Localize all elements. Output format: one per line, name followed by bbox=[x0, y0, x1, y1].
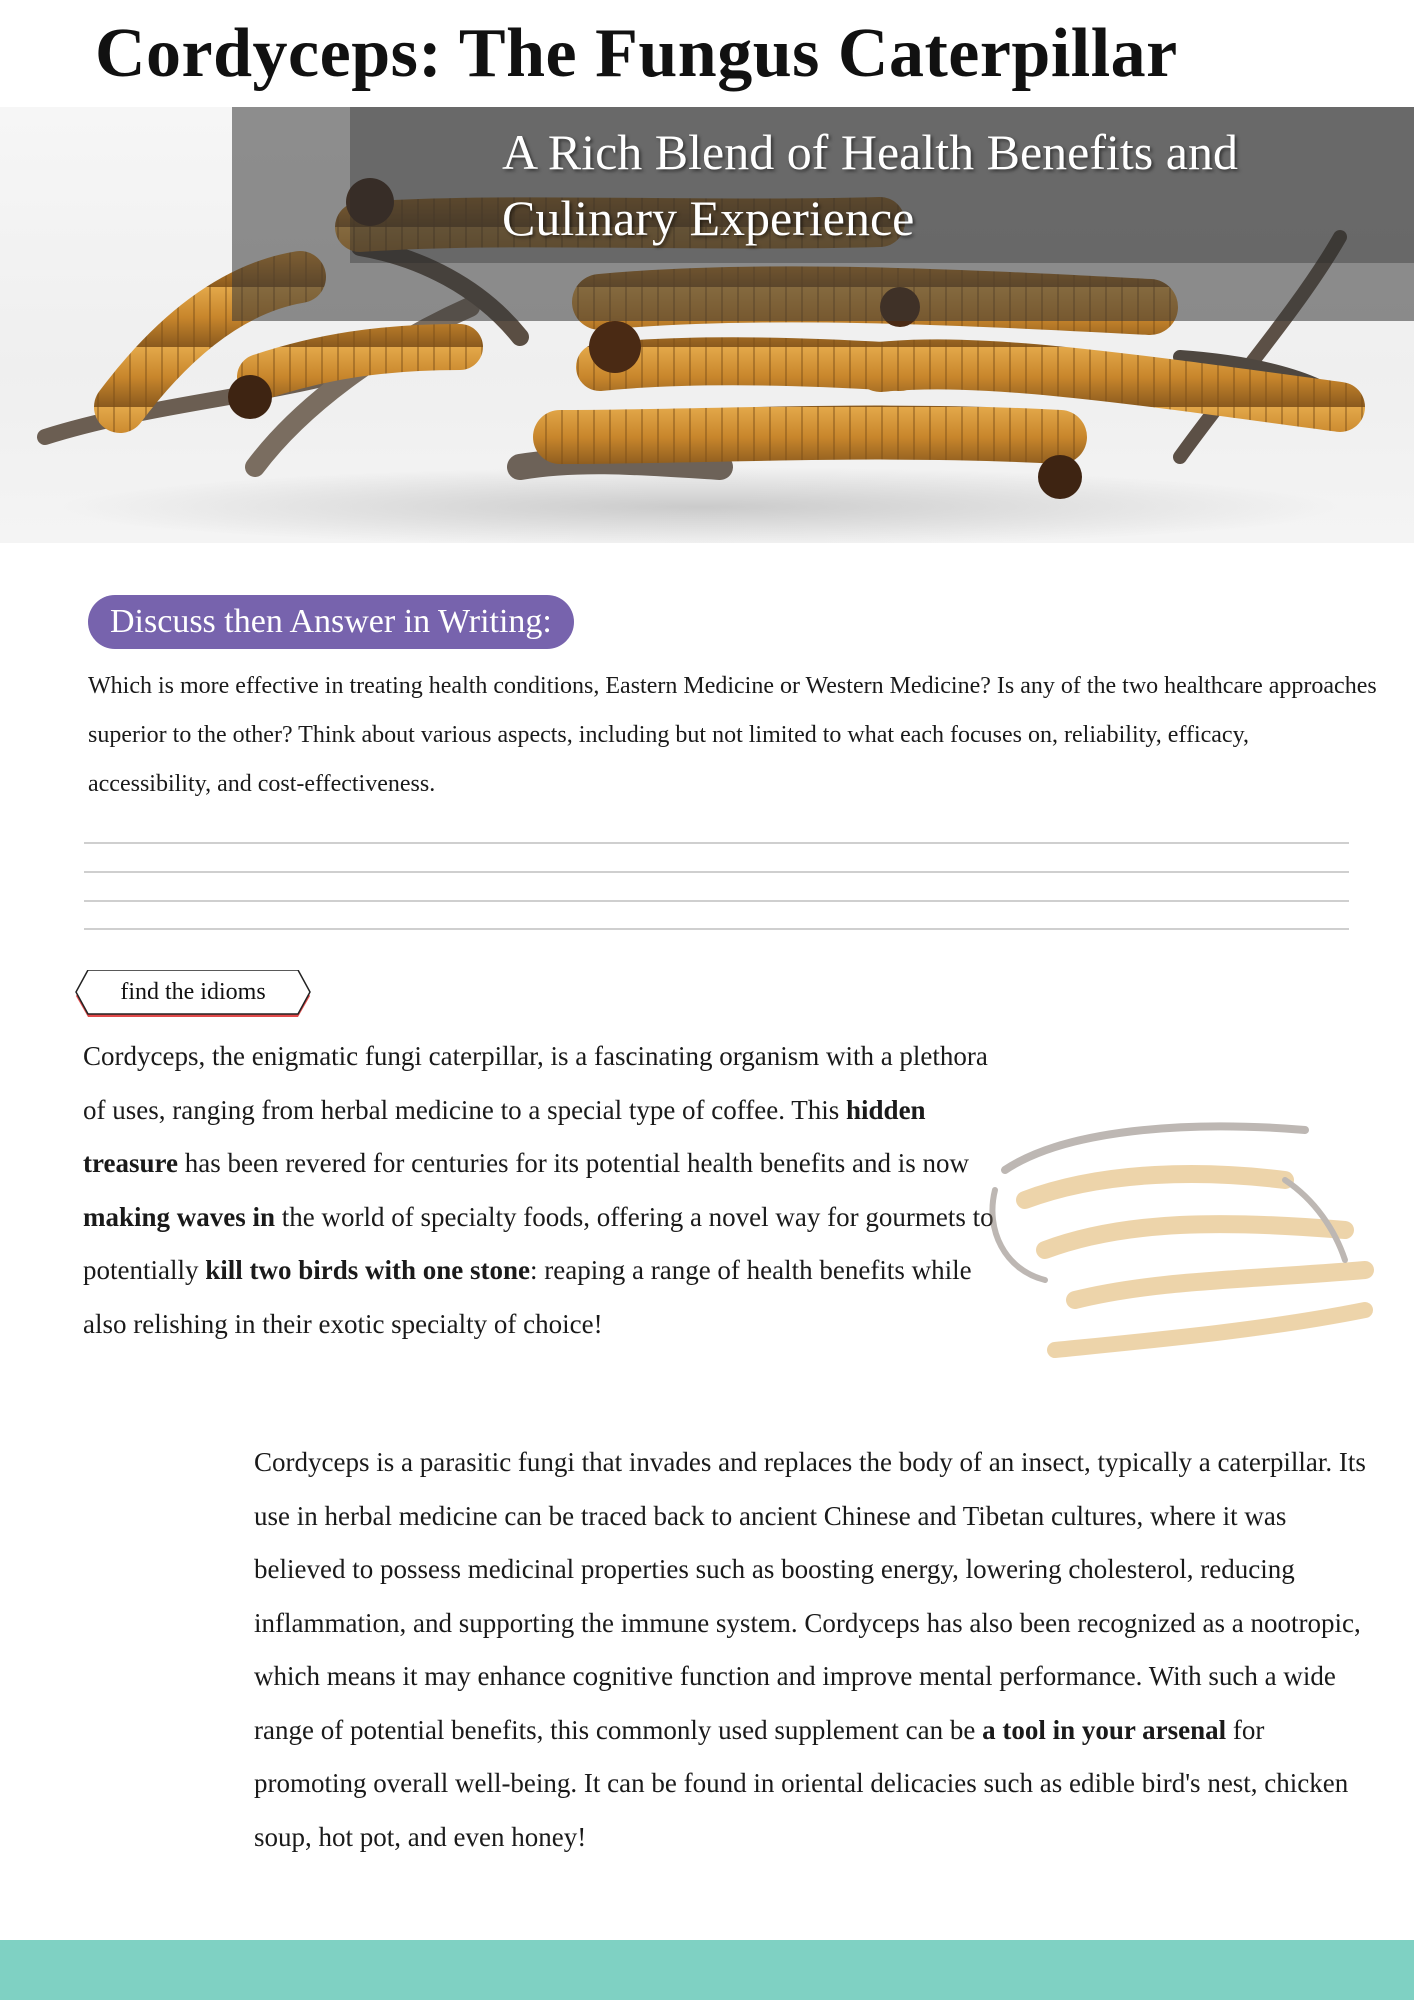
discussion-heading: Discuss then Answer in Writing: bbox=[88, 595, 574, 649]
idiom-tool-in-arsenal: a tool in your arsenal bbox=[982, 1714, 1227, 1745]
idiom-kill-two-birds: kill two birds with one stone bbox=[205, 1255, 531, 1285]
answer-line[interactable] bbox=[84, 900, 1349, 902]
hero-banner bbox=[0, 107, 1414, 543]
subtitle-line-1: A Rich Blend of Health Benefits and bbox=[502, 124, 1238, 180]
idiom-hidden-treasure: hidden treasure bbox=[83, 1094, 926, 1178]
answer-line[interactable] bbox=[84, 842, 1349, 844]
answer-line[interactable] bbox=[84, 871, 1349, 873]
idioms-tag bbox=[74, 970, 312, 1016]
page-subtitle bbox=[502, 119, 1402, 251]
idiom-making-waves: making waves in bbox=[83, 1201, 276, 1232]
subtitle-line-2: Culinary Experience bbox=[502, 190, 915, 246]
intro-paragraph: Cordyceps, the enigmatic fungi caterpillar, is a fascinating organism with a plethora of uses, ranging from herbal medicine to a special type of coffee. This hidden treasure has been revered for centuries for its potential health benefits and is now making waves in the world of specialty foods, offering a novel way for gourmets to potentially kill two birds with one stone: reaping a range of health benefits while also relishing in their exotic specialty of choice! bbox=[83, 1041, 994, 1339]
answer-line[interactable] bbox=[84, 928, 1349, 930]
footer-bar bbox=[0, 1940, 1414, 2000]
discussion-question: Which is more effective in treating health conditions, Eastern Medicine or Western Medicine? Is any of the two healthcare approaches superior to the other? Think about various aspects, including but not limited to what each focuses on, reliability, efficacy, accessibility, and cost-effectiveness. bbox=[88, 673, 1377, 797]
cordyceps-illustration bbox=[985, 1110, 1385, 1380]
body-paragraph: Cordyceps is a parasitic fungi that invades and replaces the body of an insect, typically a caterpillar. Its use in herbal medicine can be traced back to ancient Chinese and Tibetan cultures, where it was believed to possess medicinal properties such as boosting energy, lowering cholesterol, reducing inflammation, and supporting the immune system. Cordyceps has also been recognized as a nootropic, which means it may enhance cognitive function and improve mental performance. With such a wide range of potential benefits, this commonly used supplement can be a tool in your arsenal for promoting overall well-being. It can be found in oriental delicacies such as edible bird's nest, chicken soup, hot pot, and even honey! bbox=[254, 1447, 1366, 1852]
page-title: Cordyceps: The Fungus Caterpillar bbox=[95, 15, 1178, 92]
idioms-tag-label: find the idioms bbox=[120, 979, 266, 1005]
